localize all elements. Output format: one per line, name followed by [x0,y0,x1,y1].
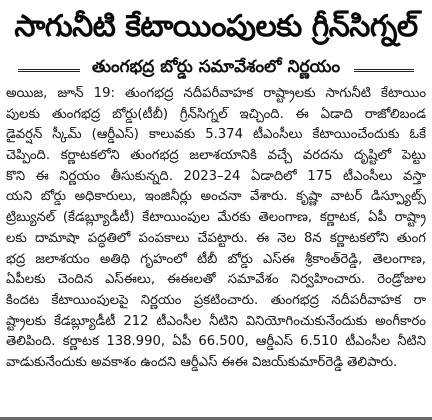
body-line: యని బోర్డు అధికారులు, ఇంజినీర్లు అంచనా వేశారు. కృష్ణా వాటర్ డిస్ప్యూట్స్ [6,189,426,205]
body-line: పులకు తుంగభద్ర బోర్డు(టీబీ) గ్రీన్‌సిగ్నల్ ఇచ్చింది. ఈ ఏడాది రాజోలిబండ [6,106,426,122]
body-line: అయిజ, జూన్ 19: తుంగభద్ర నదీపరీవాహక రాష్ట్రాలకు సాగునీటి కేటాయిం [6,86,426,101]
body-line: కిందట కేటాయింపులపై నిర్ణయం ప్రకటించారు. తుంగభద్ర నదీపరీవాహక రా [6,292,426,308]
body-line: తెలిపింది. కర్ణాటక 138.990, ఏపీ 66.500, ఆర్డీఎస్ 6.510 టీఎంసీల నీటిని [6,334,426,350]
subheadline: తుంగభద్ర బోర్డు సమావేశంలో నిర్ణయం [91,57,341,77]
body-line: భద్ర జలాశయం అతిథి గృహంలో టీబీ బోర్డు ఎస్‌ఈ శ్రీకాంత్‌రెడ్డి, తెలంగాణ, [6,251,426,267]
body-line: ట్రిబ్యునల్ (కేడబ్ల్యూడీటీ) కేటాయింపుల మేరకు తెలంగాణ, కర్ణాటక, ఏపీ రాష్ట్రా [6,210,426,226]
article-body [6,84,426,416]
body-line: లకు దామాషా పద్ధతిలో పంపకాలు చేపట్టారు. ఈ నెల 8న కర్ణాటకలోని తుంగ [6,230,426,246]
body-line: ష్ట్రాలకు కేడబ్ల్యూడీటీ 212 టీఎంసీల నీటిని వినియోగించుకునేందుకు అంగీకారం [6,313,426,329]
headline: సాగునీటి కేటాయింపులకు గ్రీన్‌సిగ్నల్ [14,9,418,44]
body-line: చెప్పింది. కర్ణాటకలోని తుంగభద్ర జలాశయానికి వచ్చే వరదను దృష్టిలో పెట్టు [6,148,426,164]
body-line: ఏపీలకు చెందిన ఎస్‌ఈలు, ఈఈలతో సమావేశం నిర్వహించారు. రెండ్రోజుల [6,272,426,288]
body-line: డైవర్షన్ స్కీమ్ (ఆర్డీఎస్) కాలువకు 5.374 టీఎంసీలు కేటాయించేందుకు ఓకే [6,127,426,143]
body-line: కొని ఈ నిర్ణయం తీసుకున్నది. 2023–24 ఏడాదిలో 175 టీఎంసీలు వస్తా [6,168,426,184]
subheadline-rule-right [354,69,414,72]
body-line: వాడుకునేందుకు అవకాశం ఉందని ఆర్డీఎస్ ఈఈ విజయ్‌కుమార్‌రెడ్డి తెలిపారు. [6,354,398,370]
